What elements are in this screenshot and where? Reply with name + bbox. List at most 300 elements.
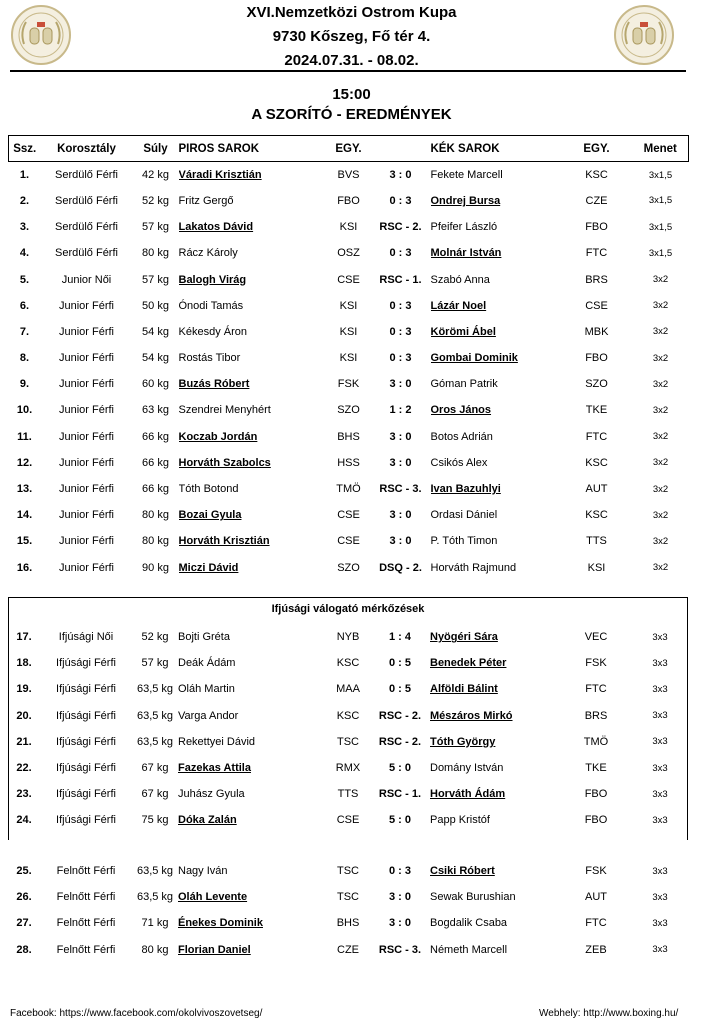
red-corner-club: KSC bbox=[336, 657, 360, 670]
red-corner-boxer: Koczab Jordán bbox=[178, 430, 258, 443]
weight-class: 66 kg bbox=[142, 430, 169, 443]
rounds-format: 3x3 bbox=[652, 814, 668, 826]
weight-class: 67 kg bbox=[141, 788, 169, 801]
rounds-format: 3x3 bbox=[652, 891, 668, 903]
bout-number: 22. bbox=[16, 762, 32, 775]
red-corner-club: TSC bbox=[337, 735, 359, 748]
age-category: Felnőtt Férfi bbox=[56, 917, 116, 930]
rounds-format: 3x2 bbox=[652, 378, 669, 390]
bout-row bbox=[8, 937, 688, 963]
blue-corner-club: FTC bbox=[585, 917, 607, 930]
bout-row bbox=[9, 293, 689, 319]
age-category: Junior Férfi bbox=[58, 509, 115, 522]
red-corner-boxer: Rácz Károly bbox=[178, 247, 238, 260]
age-category: Serdülő Férfi bbox=[55, 221, 118, 234]
bout-result: 5 : 0 bbox=[388, 814, 411, 827]
red-corner-club: SZO bbox=[337, 404, 360, 417]
bout-number: 23. bbox=[16, 788, 32, 801]
bout-row bbox=[8, 884, 688, 910]
session-time: 15:00 bbox=[332, 86, 371, 103]
blue-corner-club: MBK bbox=[584, 325, 609, 338]
bout-number: 4. bbox=[19, 247, 30, 260]
blue-corner-club: VEC bbox=[584, 631, 608, 644]
blue-corner-club: AUT bbox=[585, 483, 608, 496]
weight-class: 57 kg bbox=[142, 221, 169, 234]
bout-result: 5 : 0 bbox=[388, 762, 411, 775]
age-category: Serdülő Férfi bbox=[55, 194, 118, 207]
bout-number: 6. bbox=[19, 299, 30, 312]
bout-number: 13. bbox=[16, 483, 33, 496]
blue-corner-boxer: Lázár Noel bbox=[430, 299, 487, 312]
weight-class: 63,5 kg bbox=[136, 683, 174, 696]
weight-class: 66 kg bbox=[142, 456, 169, 469]
weight-class: 57 kg bbox=[142, 273, 169, 286]
rounds-format: 3x2 bbox=[652, 562, 669, 574]
weight-class: 54 kg bbox=[142, 325, 169, 338]
col-header-rounds: Menet bbox=[633, 136, 689, 162]
bout-row bbox=[9, 450, 689, 476]
rounds-format: 3x3 bbox=[652, 917, 668, 929]
bout-row bbox=[9, 502, 689, 528]
rounds-format: 3x2 bbox=[652, 483, 669, 495]
red-corner-club: TTS bbox=[337, 788, 359, 801]
rounds-format: 3x2 bbox=[652, 300, 669, 312]
blue-corner-club: FTC bbox=[585, 683, 607, 696]
blue-corner-boxer: Oros János bbox=[430, 404, 492, 417]
blue-corner-boxer: Nyögéri Sára bbox=[430, 631, 498, 644]
red-corner-boxer: Rekettyei Dávid bbox=[178, 735, 256, 748]
results-table-main bbox=[8, 135, 689, 581]
red-corner-boxer: Oláh Levente bbox=[178, 891, 248, 904]
red-corner-club: RMX bbox=[335, 762, 361, 775]
blue-corner-club: FTC bbox=[585, 430, 608, 443]
bout-result: 1 : 2 bbox=[389, 404, 412, 417]
bout-number: 5. bbox=[19, 273, 30, 286]
header-divider bbox=[10, 70, 686, 72]
red-corner-boxer: Bozai Gyula bbox=[178, 509, 242, 522]
red-corner-club: FSK bbox=[337, 378, 360, 391]
bout-result: DSQ - 2. bbox=[379, 561, 422, 574]
results-heading: A SZORÍTÓ - EREDMÉNYEK bbox=[251, 106, 452, 123]
age-category: Junior Férfi bbox=[58, 378, 115, 391]
bout-result: 3 : 0 bbox=[389, 509, 412, 522]
rounds-format: 3x1,5 bbox=[648, 221, 673, 233]
red-corner-boxer: Lakatos Dávid bbox=[178, 221, 254, 234]
age-category: Junior Férfi bbox=[58, 404, 115, 417]
blue-corner-boxer: Horváth Ádám bbox=[430, 788, 506, 801]
age-category: Junior Férfi bbox=[58, 535, 115, 548]
red-corner-club: CSE bbox=[336, 814, 360, 827]
blue-corner-club: FSK bbox=[585, 657, 607, 670]
event-dates: 2024.07.31. - 08.02. bbox=[284, 52, 419, 69]
age-category: Felnőtt Férfi bbox=[56, 865, 116, 878]
weight-class: 54 kg bbox=[142, 352, 169, 365]
bout-number: 18. bbox=[16, 657, 32, 670]
red-corner-boxer: Buzás Róbert bbox=[178, 378, 250, 391]
bout-number: 28. bbox=[16, 943, 32, 956]
blue-corner-boxer: Góman Patrik bbox=[430, 378, 498, 391]
red-corner-club: HSS bbox=[337, 456, 360, 469]
blue-corner-club: TKE bbox=[585, 762, 607, 775]
bout-row bbox=[9, 397, 689, 423]
bout-row bbox=[9, 162, 689, 188]
bout-result: 1 : 4 bbox=[388, 631, 411, 644]
col-header-red-corner: PIROS SAROK bbox=[179, 136, 327, 162]
red-corner-club: CSE bbox=[337, 273, 360, 286]
red-corner-club: TSC bbox=[337, 865, 359, 878]
weight-class: 80 kg bbox=[141, 943, 169, 956]
blue-corner-club: FBO bbox=[584, 788, 608, 801]
red-corner-boxer: Ónodi Tamás bbox=[178, 299, 244, 312]
blue-corner-boxer: Botos Adrián bbox=[430, 430, 493, 443]
venue-address: 9730 Kőszeg, Fő tér 4. bbox=[272, 28, 431, 45]
blue-corner-club: BRS bbox=[585, 273, 608, 286]
red-corner-boxer: Szendrei Menyhért bbox=[178, 404, 271, 417]
blue-corner-club: FBO bbox=[585, 221, 608, 234]
bout-result: 3 : 0 bbox=[388, 891, 411, 904]
blue-corner-boxer: Ondrej Bursa bbox=[430, 194, 501, 207]
section-title-youth-selection: Ifjúsági válogató mérkőzések bbox=[8, 597, 688, 620]
age-category: Ifjúsági Férfi bbox=[56, 657, 116, 670]
bout-row bbox=[9, 555, 689, 581]
age-category: Junior Férfi bbox=[58, 456, 115, 469]
bout-number: 11. bbox=[17, 430, 32, 443]
red-corner-club: BVS bbox=[337, 169, 360, 182]
blue-corner-club: KSC bbox=[585, 456, 608, 469]
red-corner-club: BHS bbox=[336, 917, 360, 930]
col-header-blue-club: EGY. bbox=[561, 136, 633, 162]
bout-row bbox=[8, 650, 688, 676]
bout-number: 14. bbox=[16, 509, 33, 522]
rounds-format: 3x2 bbox=[652, 431, 669, 443]
bout-number: 25. bbox=[16, 865, 32, 878]
bout-number: 10. bbox=[16, 404, 33, 417]
red-corner-club: OSZ bbox=[337, 247, 360, 260]
rounds-format: 3x1,5 bbox=[648, 247, 673, 259]
red-corner-boxer: Juhász Gyula bbox=[178, 788, 245, 801]
red-corner-club: FBO bbox=[337, 194, 360, 207]
rounds-format: 3x3 bbox=[652, 683, 668, 695]
bout-row bbox=[9, 319, 689, 345]
red-corner-club: KSI bbox=[339, 352, 358, 365]
red-corner-club: MAA bbox=[336, 683, 360, 696]
rounds-format: 3x3 bbox=[652, 631, 668, 643]
bout-result: RSC - 2. bbox=[378, 709, 422, 722]
blue-corner-club: AUT bbox=[585, 891, 607, 904]
blue-corner-club: SZO bbox=[585, 378, 608, 391]
blue-corner-boxer: Ordasi Dániel bbox=[430, 509, 498, 522]
red-corner-club: BHS bbox=[337, 430, 360, 443]
bout-number: 16. bbox=[16, 561, 33, 574]
bout-result: 0 : 5 bbox=[388, 683, 411, 696]
weight-class: 80 kg bbox=[142, 509, 169, 522]
weight-class: 63,5 kg bbox=[136, 865, 174, 878]
bout-number: 8. bbox=[19, 352, 30, 365]
rounds-format: 3x3 bbox=[652, 736, 668, 748]
bout-row bbox=[8, 781, 688, 807]
bout-row bbox=[8, 755, 688, 781]
bout-row bbox=[9, 476, 689, 502]
weight-class: 60 kg bbox=[142, 378, 169, 391]
age-category: Ifjúsági Férfi bbox=[56, 735, 116, 748]
bout-result: RSC - 2. bbox=[379, 221, 422, 234]
weight-class: 52 kg bbox=[141, 631, 169, 644]
bout-row bbox=[8, 729, 688, 755]
blue-corner-boxer: Molnár István bbox=[430, 247, 502, 260]
bout-number: 20. bbox=[16, 709, 32, 722]
blue-corner-boxer: Ivan Bazuhlyi bbox=[430, 483, 501, 496]
age-category: Junior Férfi bbox=[58, 561, 115, 574]
age-category: Ifjúsági Férfi bbox=[56, 788, 116, 801]
bout-row bbox=[9, 528, 689, 554]
bout-result: 0 : 3 bbox=[389, 247, 412, 260]
blue-corner-club: ZEB bbox=[585, 943, 607, 956]
bout-row bbox=[9, 188, 689, 214]
bout-number: 26. bbox=[16, 891, 32, 904]
rounds-format: 3x2 bbox=[652, 404, 669, 416]
red-corner-club: KSI bbox=[339, 299, 358, 312]
rounds-format: 3x2 bbox=[652, 457, 669, 469]
blue-corner-club: TTS bbox=[586, 535, 607, 548]
bout-number: 19. bbox=[16, 683, 32, 696]
red-corner-club: KSI bbox=[339, 221, 358, 234]
red-corner-club: KSI bbox=[339, 325, 358, 338]
rounds-format: 3x3 bbox=[652, 865, 668, 877]
weight-class: 71 kg bbox=[141, 917, 169, 930]
bout-result: 3 : 0 bbox=[389, 430, 412, 443]
blue-corner-club: KSI bbox=[587, 561, 606, 574]
bout-result: RSC - 3. bbox=[379, 483, 422, 496]
weight-class: 63,5 kg bbox=[136, 891, 174, 904]
blue-corner-boxer: P. Tóth Timon bbox=[430, 535, 498, 548]
bout-number: 2. bbox=[19, 194, 30, 207]
bout-number: 12. bbox=[16, 456, 33, 469]
bout-row bbox=[8, 807, 688, 833]
red-corner-boxer: Énekes Dominik bbox=[178, 917, 263, 930]
age-category: Junior Férfi bbox=[58, 352, 115, 365]
age-category: Junior Férfi bbox=[58, 299, 115, 312]
bout-result: 3 : 0 bbox=[388, 917, 411, 930]
age-category: Junior Női bbox=[61, 273, 112, 286]
weight-class: 90 kg bbox=[142, 561, 169, 574]
rounds-format: 3x3 bbox=[652, 788, 668, 800]
blue-corner-boxer: Mészáros Mirkó bbox=[430, 709, 513, 722]
red-corner-boxer: Tóth Botond bbox=[178, 483, 239, 496]
bout-number: 27. bbox=[16, 917, 32, 930]
red-corner-boxer: Váradi Krisztián bbox=[178, 169, 262, 182]
bout-row bbox=[9, 214, 689, 240]
bout-number: 15. bbox=[16, 535, 33, 548]
footer-facebook-link[interactable]: Facebook: https://www.facebook.com/okolvivoszovetseg/ bbox=[10, 1008, 263, 1019]
bout-result: RSC - 3. bbox=[378, 943, 422, 956]
blue-corner-boxer: Németh Marcell bbox=[430, 943, 508, 956]
rounds-format: 3x1,5 bbox=[648, 169, 673, 181]
bout-result: 3 : 0 bbox=[389, 535, 412, 548]
red-corner-boxer: Kékesdy Áron bbox=[178, 325, 247, 338]
rounds-format: 3x2 bbox=[652, 326, 669, 338]
blue-corner-club: TKE bbox=[585, 404, 608, 417]
bout-result: RSC - 1. bbox=[379, 273, 422, 286]
tournament-title: XVI.Nemzetközi Ostrom Kupa bbox=[246, 4, 457, 21]
blue-corner-club: KSC bbox=[585, 509, 608, 522]
red-corner-boxer: Florian Daniel bbox=[178, 943, 251, 956]
red-corner-club: TMÖ bbox=[336, 483, 361, 496]
bout-row bbox=[9, 240, 689, 266]
bout-row bbox=[9, 266, 689, 292]
weight-class: 57 kg bbox=[141, 657, 169, 670]
red-corner-club: CSE bbox=[337, 535, 360, 548]
rounds-format: 3x2 bbox=[652, 535, 669, 547]
blue-corner-club: CZE bbox=[585, 194, 608, 207]
blue-corner-club: FTC bbox=[585, 247, 608, 260]
red-corner-boxer: Horváth Szabolcs bbox=[178, 456, 271, 469]
blue-corner-club: BRS bbox=[584, 709, 608, 722]
blue-corner-boxer: Csiki Róbert bbox=[430, 865, 495, 878]
weight-class: 63 kg bbox=[142, 404, 169, 417]
rounds-format: 3x3 bbox=[652, 944, 668, 956]
blue-corner-boxer: Pfeifer László bbox=[430, 221, 498, 234]
bout-result: 0 : 3 bbox=[389, 352, 412, 365]
bout-result: 0 : 3 bbox=[389, 299, 412, 312]
age-category: Serdülő Férfi bbox=[55, 169, 118, 182]
blue-corner-club: TMÖ bbox=[583, 735, 609, 748]
bout-number: 3. bbox=[19, 221, 30, 234]
age-category: Ifjúsági Férfi bbox=[56, 814, 116, 827]
red-corner-boxer: Dóka Zalán bbox=[178, 814, 237, 827]
rounds-format: 3x3 bbox=[652, 710, 668, 722]
age-category: Junior Férfi bbox=[58, 430, 115, 443]
blue-corner-boxer: Benedek Péter bbox=[430, 657, 507, 670]
weight-class: 80 kg bbox=[142, 535, 169, 548]
bout-row bbox=[8, 910, 688, 936]
age-category: Felnőtt Férfi bbox=[56, 891, 116, 904]
age-category: Ifjúsági Férfi bbox=[56, 683, 116, 696]
bout-row bbox=[9, 371, 689, 397]
blue-corner-club: FBO bbox=[584, 814, 608, 827]
bout-row bbox=[9, 345, 689, 371]
blue-corner-boxer: Papp Kristóf bbox=[430, 814, 490, 827]
age-category: Ifjúsági Férfi bbox=[56, 709, 116, 722]
blue-corner-boxer: Csikós Alex bbox=[430, 456, 488, 469]
rounds-format: 3x3 bbox=[652, 762, 668, 774]
red-corner-boxer: Nagy Iván bbox=[178, 865, 228, 878]
bout-number: 7. bbox=[19, 325, 30, 338]
red-corner-club: TSC bbox=[337, 891, 359, 904]
blue-corner-boxer: Sewak Burushian bbox=[430, 891, 516, 904]
weight-class: 75 kg bbox=[141, 814, 169, 827]
col-header-number: Ssz. bbox=[9, 136, 41, 162]
age-category: Serdülő Férfi bbox=[55, 247, 118, 260]
blue-corner-boxer: Alföldi Bálint bbox=[430, 683, 498, 696]
red-corner-boxer: Fazekas Attila bbox=[178, 762, 251, 775]
blue-corner-club: KSC bbox=[585, 169, 608, 182]
bout-row bbox=[8, 858, 688, 884]
weight-class: 66 kg bbox=[142, 483, 169, 496]
rounds-format: 3x1,5 bbox=[648, 195, 673, 207]
blue-corner-boxer: Körömi Ábel bbox=[430, 325, 496, 338]
blue-corner-boxer: Bogdalik Csaba bbox=[430, 917, 508, 930]
bout-number: 1. bbox=[19, 169, 30, 182]
red-corner-club: SZO bbox=[337, 561, 360, 574]
rounds-format: 3x3 bbox=[652, 657, 668, 669]
bout-result: 3 : 0 bbox=[389, 456, 412, 469]
bout-result: 0 : 3 bbox=[389, 325, 412, 338]
rounds-format: 3x2 bbox=[652, 509, 669, 521]
blue-corner-club: FSK bbox=[585, 865, 607, 878]
age-category: Ifjúsági Férfi bbox=[56, 762, 116, 775]
bout-row bbox=[8, 703, 688, 729]
red-corner-club: NYB bbox=[336, 631, 360, 644]
blue-corner-boxer: Fekete Marcell bbox=[430, 169, 503, 182]
bout-result: 0 : 5 bbox=[388, 657, 411, 670]
age-category: Felnőtt Férfi bbox=[56, 943, 116, 956]
footer-website-link[interactable]: Webhely: http://www.boxing.hu/ bbox=[539, 1008, 679, 1019]
col-header-red-club: EGY. bbox=[327, 136, 371, 162]
bout-result: 3 : 0 bbox=[389, 378, 412, 391]
results-table-adult bbox=[8, 858, 688, 963]
bout-number: 9. bbox=[19, 378, 30, 391]
blue-corner-club: CSE bbox=[585, 299, 608, 312]
blue-corner-boxer: Horváth Rajmund bbox=[430, 561, 517, 574]
red-corner-boxer: Miczi Dávid bbox=[178, 561, 239, 574]
blue-corner-boxer: Szabó Anna bbox=[430, 273, 490, 286]
bout-result: 0 : 3 bbox=[389, 194, 412, 207]
age-category: Junior Férfi bbox=[58, 325, 115, 338]
red-corner-club: KSC bbox=[336, 709, 360, 722]
bout-number: 17. bbox=[16, 631, 32, 644]
col-header-blue-corner: KÉK SAROK bbox=[431, 136, 561, 162]
bout-number: 21. bbox=[16, 735, 32, 748]
red-corner-boxer: Bojti Gréta bbox=[178, 631, 230, 644]
col-header-category: Korosztály bbox=[41, 136, 133, 162]
col-header-weight: Súly bbox=[133, 136, 179, 162]
weight-class: 52 kg bbox=[142, 194, 169, 207]
age-category: Junior Férfi bbox=[58, 483, 115, 496]
weight-class: 63,5 kg bbox=[136, 735, 174, 748]
red-corner-club: CSE bbox=[337, 509, 360, 522]
rounds-format: 3x2 bbox=[652, 352, 669, 364]
weight-class: 63,5 kg bbox=[136, 709, 174, 722]
blue-corner-boxer: Domány István bbox=[430, 762, 504, 775]
bout-row bbox=[8, 676, 688, 702]
bout-result: 0 : 3 bbox=[388, 865, 411, 878]
red-corner-boxer: Oláh Martin bbox=[178, 683, 235, 696]
red-corner-boxer: Balogh Virág bbox=[178, 273, 247, 286]
blue-corner-club: FBO bbox=[585, 352, 608, 365]
col-header-result bbox=[371, 136, 431, 162]
red-corner-boxer: Deák Ádám bbox=[178, 657, 236, 670]
bout-result: RSC - 1. bbox=[378, 788, 422, 801]
red-corner-boxer: Fritz Gergő bbox=[178, 194, 234, 207]
red-corner-club: CZE bbox=[337, 943, 359, 956]
table-header-row bbox=[9, 136, 689, 162]
bout-result: 3 : 0 bbox=[389, 169, 412, 182]
red-corner-boxer: Horváth Krisztián bbox=[178, 535, 270, 548]
weight-class: 80 kg bbox=[142, 247, 169, 260]
weight-class: 42 kg bbox=[142, 169, 169, 182]
age-category: Ifjúsági Női bbox=[58, 631, 114, 644]
bout-row bbox=[9, 424, 689, 450]
bout-row bbox=[8, 624, 688, 650]
rounds-format: 3x2 bbox=[652, 274, 669, 286]
weight-class: 50 kg bbox=[142, 299, 169, 312]
bout-number: 24. bbox=[16, 814, 32, 827]
blue-corner-boxer: Tóth György bbox=[430, 735, 496, 748]
results-table-youth bbox=[8, 624, 688, 834]
blue-corner-boxer: Gombai Dominik bbox=[430, 352, 518, 365]
red-corner-boxer: Varga Andor bbox=[178, 709, 239, 722]
bout-result: RSC - 2. bbox=[378, 735, 422, 748]
